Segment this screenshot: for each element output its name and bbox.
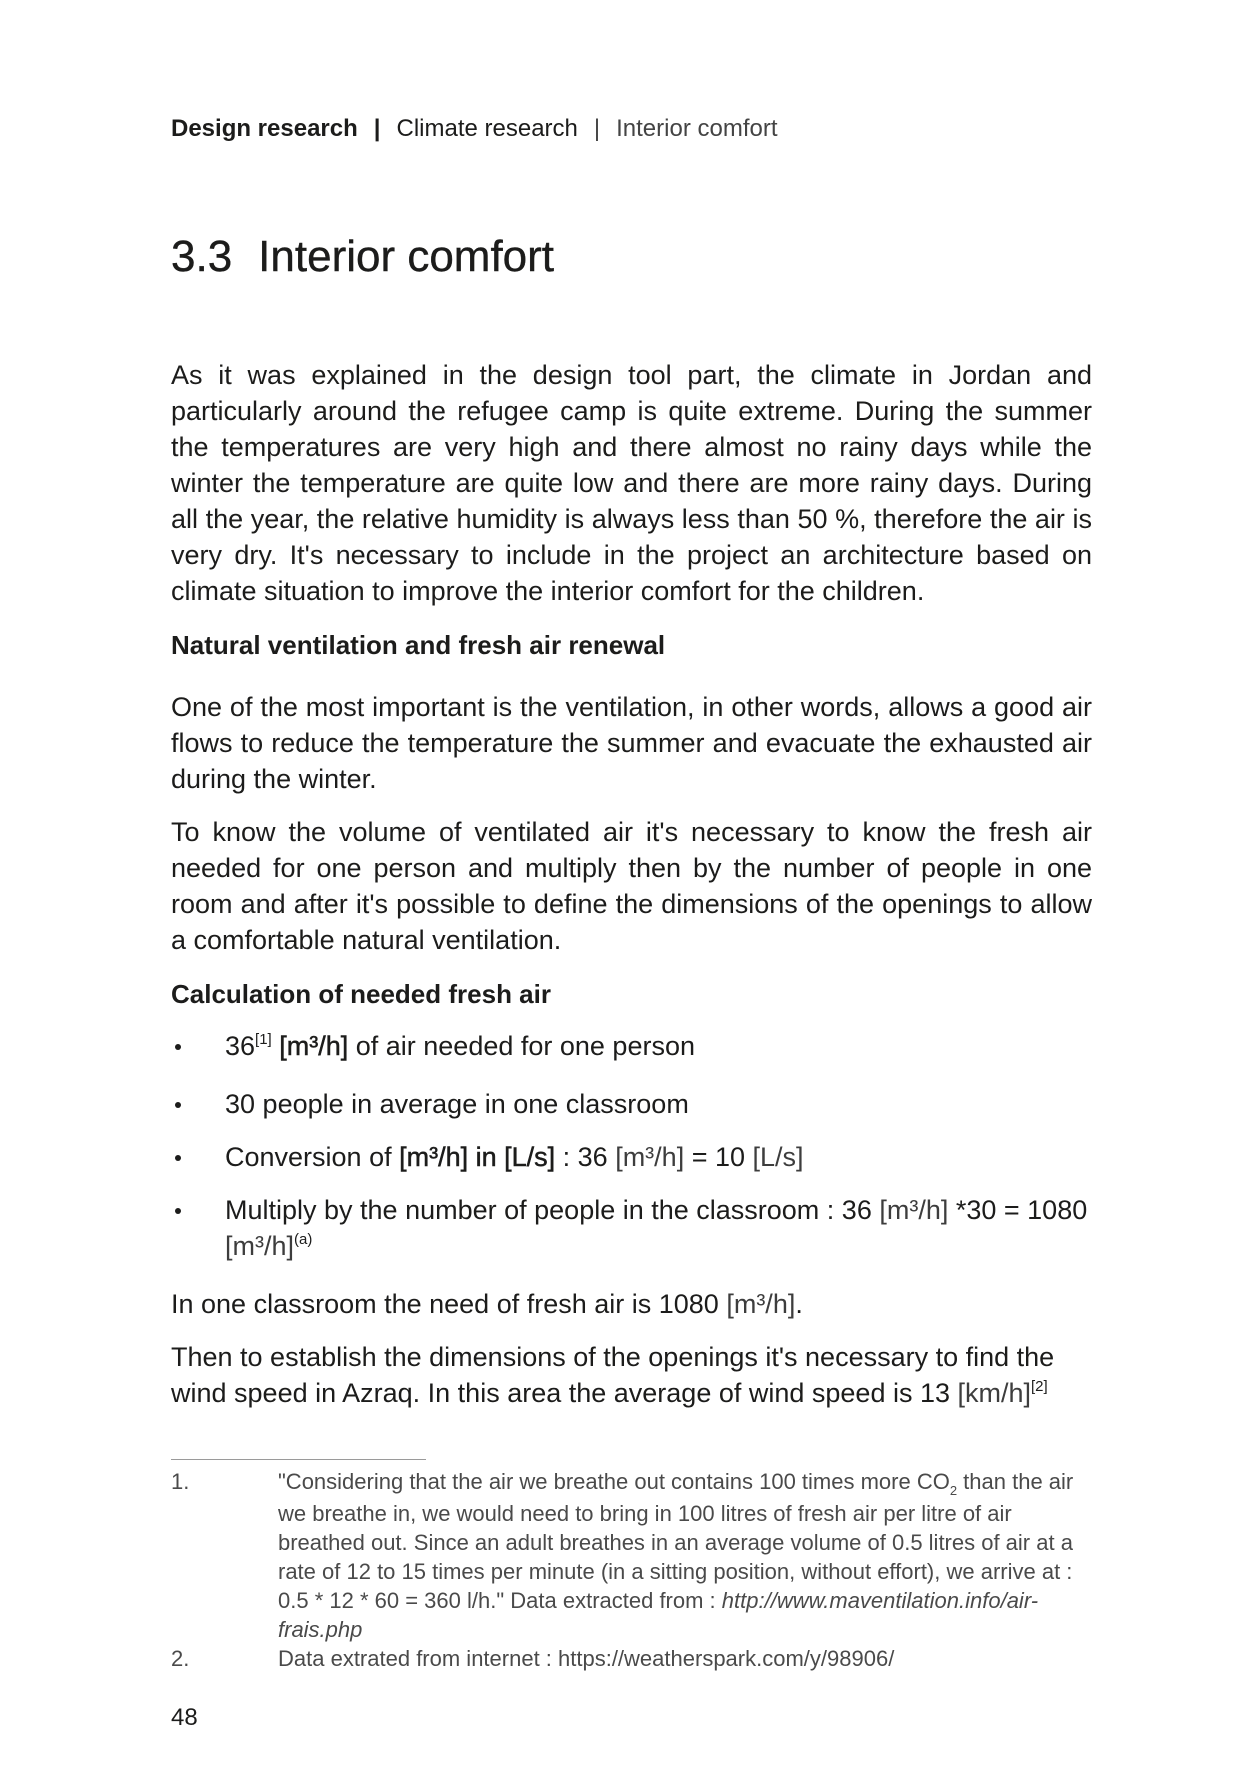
footnote	[171, 1467, 1092, 1644]
bullet-text: people in average in one classroom	[255, 1089, 689, 1119]
intro-paragraph: As it was explained in the design tool part, the climate in Jordan and particularly around the refugee camp is quite extreme. During the summer the temperatures are very high and there almost no rainy days while the winter the temperature are quite low and there are more rainy days. During all the year, the relative humidity is always less than 50 %, therefore the air is very dry. It's necessary to include in the project an architecture based on climate situation to improve the interior comfort for the children.	[171, 360, 1092, 606]
bullet-text: = 10	[684, 1142, 753, 1172]
bullet-text: Multiply by the number of people in the classroom : 36	[225, 1195, 880, 1225]
ventilation-paragraph: To know the volume of ventilated air it's necessary to know the fresh air needed for one person and multiply then by the number of people in one room and after it's possible to define the dimensions of the openings to allow a comfortable natural ventilation.	[171, 817, 1092, 955]
bullet-emphasis: [m³/h] in [L/s]	[399, 1142, 556, 1172]
bullet-text: *30 = 1080	[948, 1195, 1088, 1225]
ventilation-paragraph: One of the most important is the ventilation, in other words, allows a good air flows to reduce the temperature the summer and evacuate the exhausted air during the winter.	[171, 692, 1092, 794]
bullet-unit: [m³/h]	[271, 1031, 349, 1061]
result-unit: [m³/h]	[726, 1289, 796, 1319]
bullet-value: 36	[225, 1031, 256, 1061]
breadcrumb-separator: |	[593, 115, 601, 142]
calculation-list	[171, 1028, 1092, 1269]
footnote	[171, 1644, 1092, 1673]
footnote-reference: [1]	[255, 1031, 272, 1048]
wind-text: Then to establish the dimensions of the openings it's necessary to find the wind speed in Azraq. In this area the average of wind speed is 13	[171, 1342, 1055, 1408]
bullet-unit: [L/s]	[752, 1142, 804, 1172]
bullet-unit: [m³/h]	[879, 1195, 949, 1225]
list-item	[171, 1139, 1092, 1175]
section-number: 3.3	[171, 232, 233, 281]
breadcrumb-current: Interior comfort	[616, 115, 778, 142]
breadcrumb-separator: |	[373, 115, 381, 142]
ventilation-heading: Natural ventilation and fresh air renewal	[171, 630, 666, 660]
page-title	[171, 231, 1092, 283]
bullet-icon	[175, 1155, 181, 1161]
bullet-value: 30	[225, 1089, 256, 1119]
result-end: .	[795, 1289, 803, 1319]
content-column	[171, 114, 1092, 1733]
footnote-text	[278, 1467, 1090, 1644]
result-paragraph	[171, 1286, 1092, 1322]
footnote-source-url: http://www.maventilation.info/air-frais.php	[278, 1588, 1039, 1642]
page-number: 48	[171, 1704, 198, 1731]
result-text: In one classroom the need of fresh air is 1080	[171, 1289, 727, 1319]
footnote-reference: [2]	[1031, 1378, 1048, 1395]
bullet-text: : 36	[555, 1142, 616, 1172]
bullet-icon	[175, 1044, 181, 1050]
bullet-icon	[175, 1208, 181, 1214]
breadcrumb	[171, 114, 1092, 144]
footnote-subscript: 2	[949, 1483, 958, 1498]
wind-unit: [km/h]	[957, 1378, 1032, 1408]
footnote-text-part: than the air we breathe in, we would need to bring in 100 litres of fresh air per litre of air breathed out. Since an adult breathes in an average volume of 0.5 litres of air at a rate of 12 to 15 times per minute (in a sitting position, without effort), we arrive at : 0.5 * 12 * 60 = 360 l/h." Data extracted from :	[278, 1469, 1074, 1613]
breadcrumb-subsection: Climate research	[396, 115, 578, 142]
calculation-heading: Calculation of needed fresh air	[171, 979, 551, 1009]
list-item	[171, 1028, 1092, 1069]
bullet-icon	[175, 1102, 181, 1108]
annotation-reference: (a)	[294, 1231, 313, 1248]
bullet-text: Conversion of	[225, 1142, 400, 1172]
footnote-text-part: "Considering that the air we breathe out contains 100 times more CO	[278, 1469, 950, 1494]
bullet-unit: [m³/h]	[225, 1231, 295, 1261]
bullet-text: of air needed for one person	[348, 1031, 695, 1061]
bullet-unit: [m³/h]	[615, 1142, 685, 1172]
footnote-number: 1.	[171, 1469, 190, 1494]
section-title: Interior comfort	[258, 232, 555, 281]
list-item	[171, 1086, 1092, 1122]
breadcrumb-section: Design research	[171, 115, 358, 142]
list-item	[171, 1192, 1092, 1269]
wind-paragraph	[171, 1339, 1092, 1416]
footnote-number: 2.	[171, 1646, 190, 1671]
footnote-text: Data extrated from internet : https://weatherspark.com/y/98906/	[278, 1646, 895, 1671]
footnote-divider	[171, 1459, 426, 1460]
